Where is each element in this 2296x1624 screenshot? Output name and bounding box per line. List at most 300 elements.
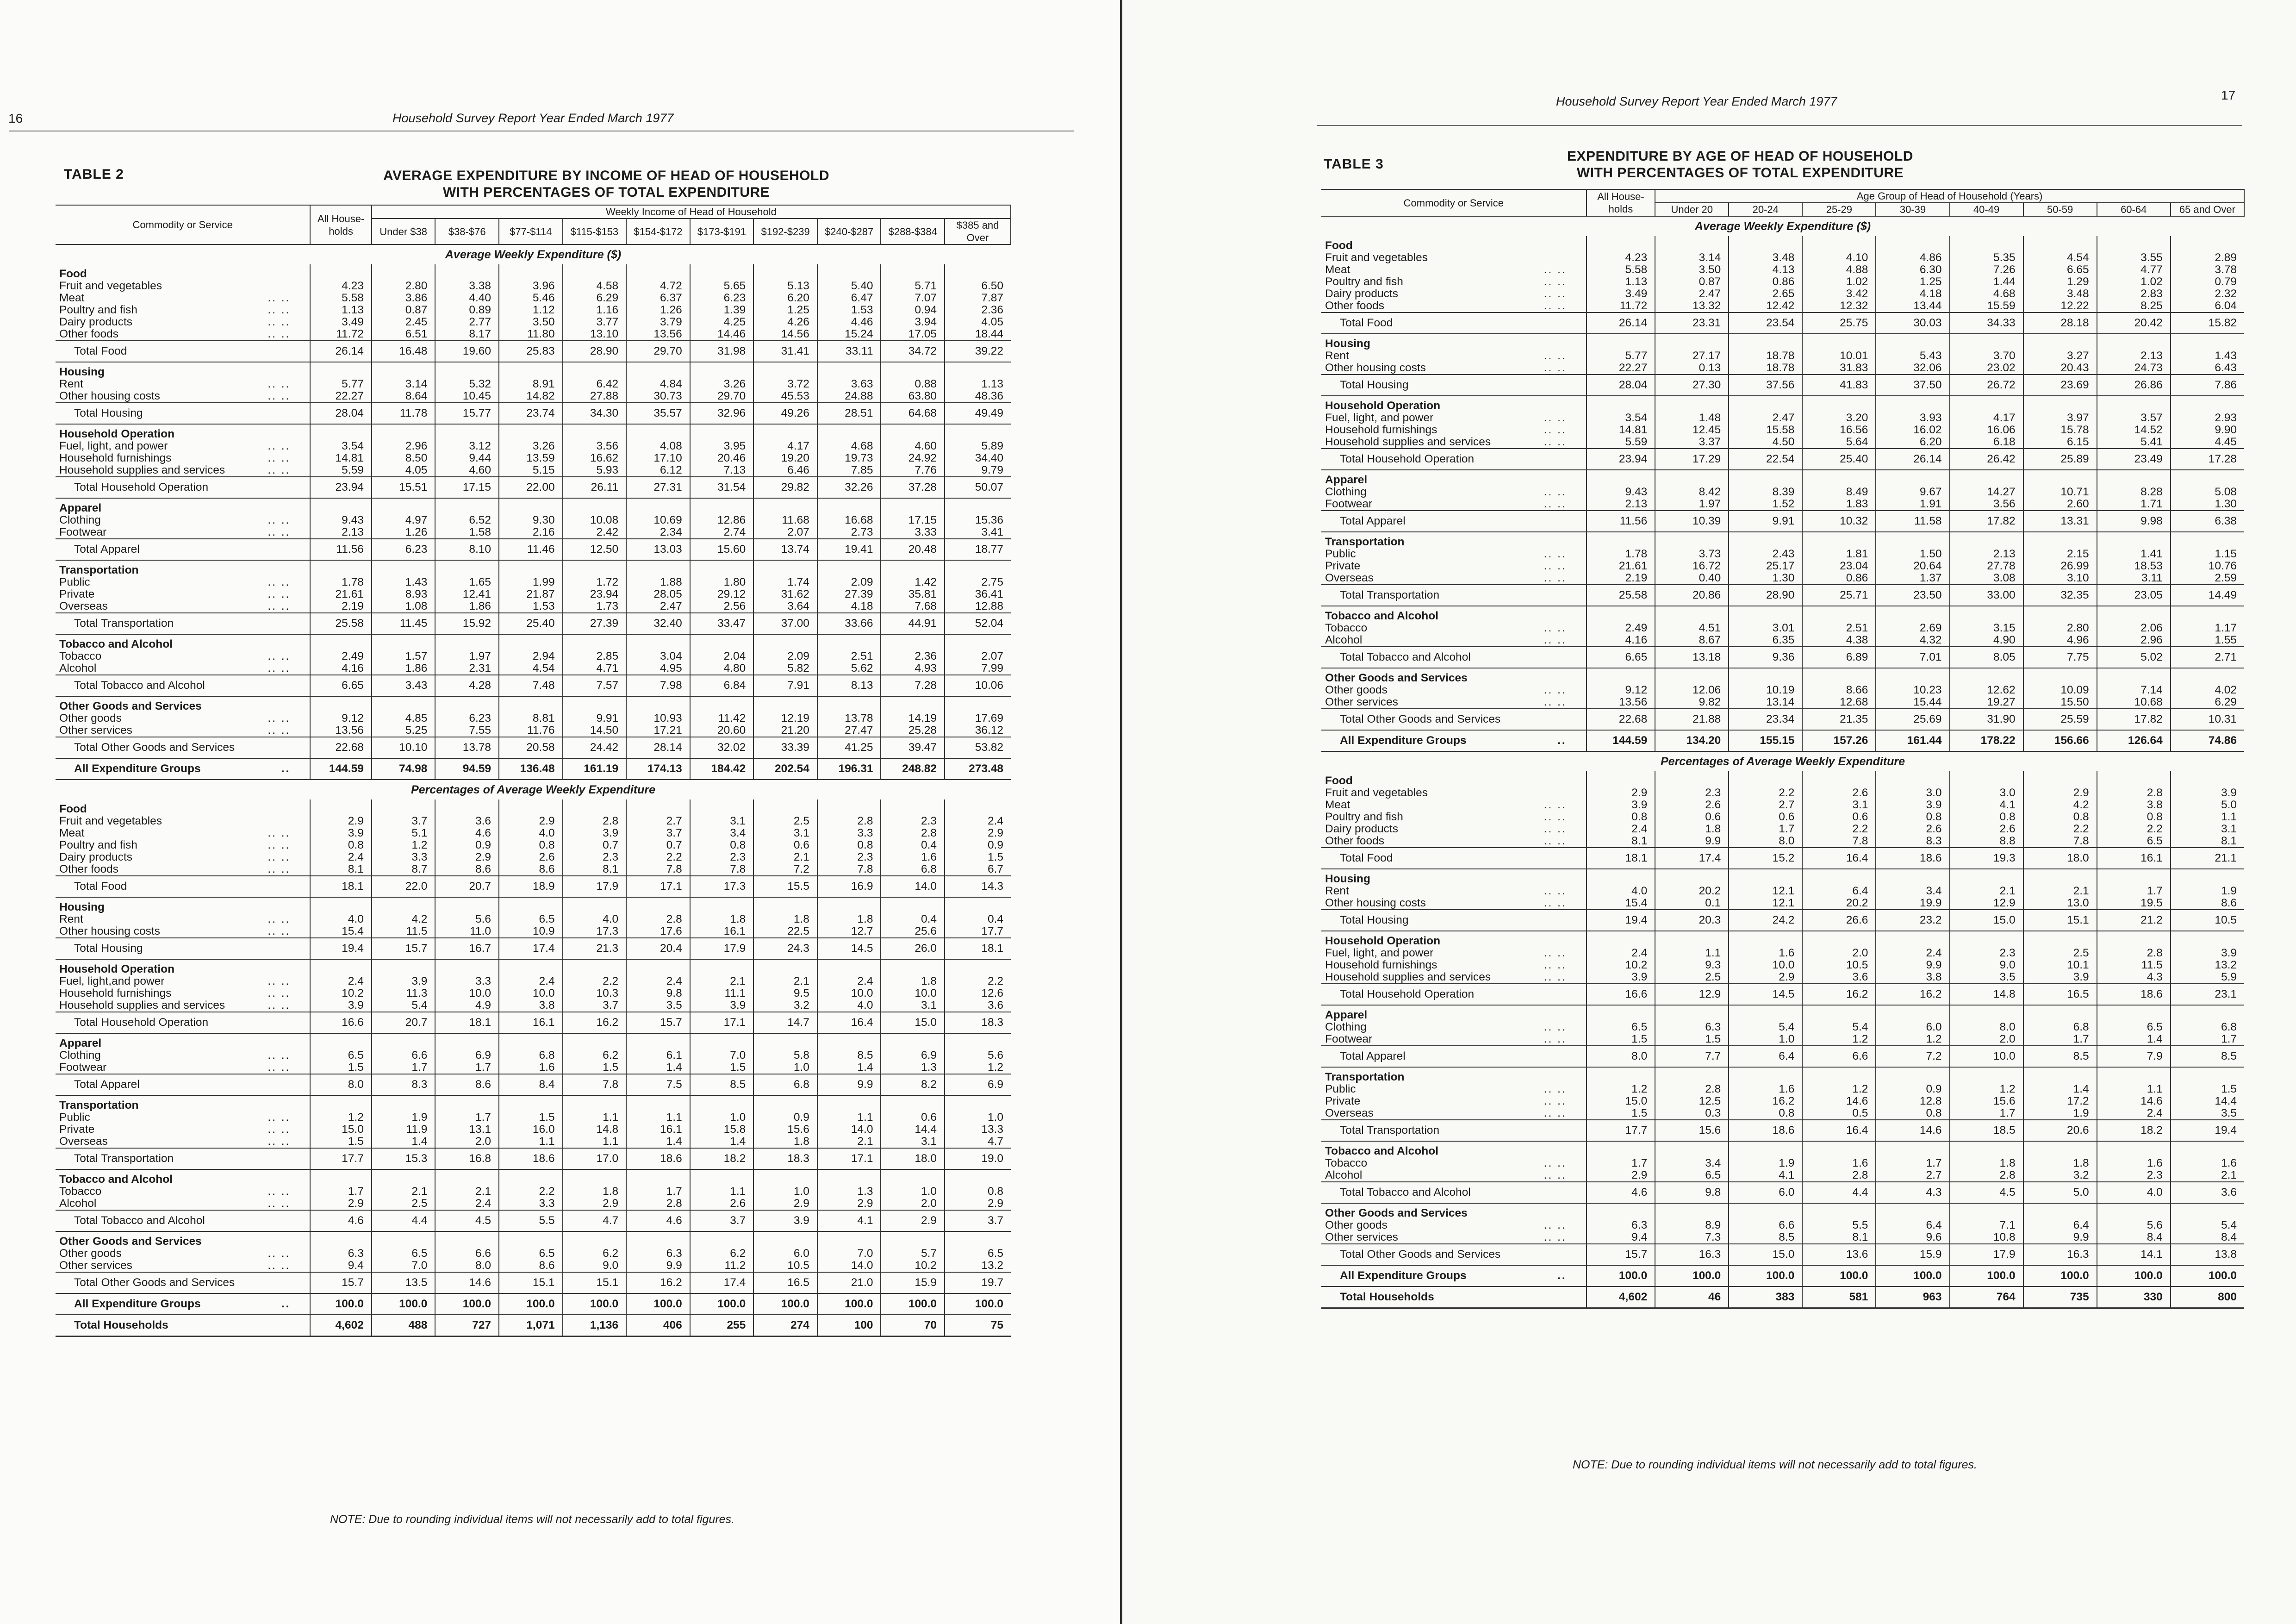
cell-value: 1.5 — [1655, 1033, 1729, 1046]
cell-value: 1.6 — [881, 851, 945, 863]
cell-value: 14.1 — [2097, 1244, 2171, 1265]
row-label: Tobacco — [1325, 622, 1368, 634]
cell-value: 15.7 — [372, 938, 436, 959]
cell-value: 10.69 — [626, 514, 690, 526]
cell-value: 727 — [435, 1315, 499, 1337]
cell-value: 0.3 — [1655, 1107, 1729, 1120]
cell-value: 19.3 — [1950, 848, 2023, 869]
cell-value: 3.56 — [1950, 498, 2023, 511]
cell-value: 2.94 — [499, 650, 563, 662]
cell-all-households: 6.5 — [310, 1049, 371, 1062]
cell-value: 17.9 — [563, 876, 627, 897]
table-title-line1: AVERAGE EXPENDITURE BY INCOME OF HEAD OF HOUSEHOLD — [383, 168, 829, 183]
cell-value: 2.85 — [563, 650, 627, 662]
cell-value: 14.49 — [2171, 585, 2244, 606]
row-label: Rent — [1325, 885, 1349, 897]
cell-value: 5.0 — [2171, 799, 2244, 811]
cell-all-households: 16.6 — [310, 1012, 371, 1033]
cell-value: 25.40 — [1802, 449, 1876, 470]
leader-dots: .. .. — [268, 999, 291, 1012]
cell-value: 27.88 — [563, 390, 627, 403]
cell-value: 6.43 — [2171, 362, 2244, 375]
cell-value: 3.08 — [1950, 572, 2023, 585]
cell-value: 2.96 — [372, 440, 436, 452]
total-households-row — [56, 1315, 1011, 1337]
cell-value: 2.1 — [817, 1136, 881, 1148]
row-label: Household furnishings — [59, 452, 172, 464]
cell-value: 48.36 — [945, 390, 1011, 403]
cell-value: 17.1 — [817, 1148, 881, 1169]
cell-value: 1.39 — [690, 304, 754, 316]
leader-dots: .. .. — [268, 464, 291, 476]
cell-value: 6.4 — [1729, 1046, 1802, 1067]
table-row — [1321, 424, 2244, 436]
cell-value: 4.02 — [2171, 684, 2244, 696]
cell-value: 19.41 — [817, 539, 881, 560]
leader-dots: .. .. — [1543, 835, 1567, 847]
category-heading-row — [56, 1033, 1011, 1049]
cell-value: 20.2 — [1655, 885, 1729, 897]
cell-value: 36.41 — [945, 588, 1011, 600]
cell-value: 1.74 — [753, 576, 817, 588]
cell-value: 6.2 — [563, 1248, 627, 1260]
cell-all-households: 5.77 — [310, 378, 371, 390]
cell-value: 100.0 — [817, 1293, 881, 1315]
table-row — [1321, 947, 2244, 959]
category-heading: Household Operation — [59, 428, 175, 440]
table-title-line2: WITH PERCENTAGES OF TOTAL EXPENDITURE — [442, 185, 770, 200]
cell-value: 1.6 — [2171, 1157, 2244, 1169]
cell-value: 1.81 — [1802, 548, 1876, 560]
leader-dots: .. .. — [1543, 959, 1567, 971]
cell-value: 4.2 — [2023, 799, 2097, 811]
cell-value: 7.8 — [563, 1074, 627, 1095]
cell-value: 35.57 — [626, 403, 690, 424]
cell-value: 12.1 — [1729, 885, 1802, 897]
cell-value: 15.0 — [881, 1012, 945, 1033]
table-row — [56, 839, 1011, 851]
cell-value: 0.6 — [1802, 811, 1876, 823]
cell-value: 18.6 — [626, 1148, 690, 1169]
cell-value: 1.7 — [2023, 1033, 2097, 1046]
cell-value: 3.6 — [945, 999, 1011, 1012]
cell-value: 14.5 — [817, 938, 881, 959]
table-row — [56, 588, 1011, 600]
cell-value: 1.72 — [563, 576, 627, 588]
cell-value: 49.26 — [753, 403, 817, 424]
cell-value: 4.05 — [372, 464, 436, 477]
cell-value: 1.0 — [690, 1112, 754, 1124]
total-row — [56, 613, 1011, 634]
cell-all-households: 8.1 — [310, 863, 371, 876]
cell-value: 13.78 — [817, 712, 881, 725]
cell-value: 45.53 — [753, 390, 817, 403]
cell-value: 1.8 — [753, 1136, 817, 1148]
cell-value: 6.9 — [881, 1049, 945, 1062]
cell-value: 17.2 — [2023, 1095, 2097, 1107]
cell-value: 5.35 — [1950, 252, 2023, 264]
cell-all-households: 0.8 — [310, 839, 371, 851]
leader-dots: .. .. — [1543, 1033, 1567, 1045]
leader-dots: .. .. — [268, 588, 291, 600]
cell-value: 2.77 — [435, 316, 499, 328]
cell-value: 3.12 — [435, 440, 499, 452]
cell-value: 4.93 — [881, 662, 945, 675]
cell-value: 100.0 — [690, 1293, 754, 1315]
cell-value: 11.42 — [690, 712, 754, 725]
cell-value: 1.25 — [753, 304, 817, 316]
cell-all-households: 1.5 — [1587, 1033, 1655, 1046]
cell-value: 9.79 — [945, 464, 1011, 477]
cell-value: 6.4 — [2023, 1219, 2097, 1231]
cell-value: 0.87 — [372, 304, 436, 316]
cell-value: 1.50 — [1876, 548, 1949, 560]
cell-value: 2.6 — [1950, 823, 2023, 835]
cell-value: 1,136 — [563, 1315, 627, 1337]
cell-value: 12.22 — [2023, 300, 2097, 312]
cell-value: 9.91 — [563, 712, 627, 725]
row-label: Overseas — [1325, 1107, 1374, 1119]
cell-value: 15.6 — [753, 1124, 817, 1136]
table-row — [1321, 959, 2244, 971]
cell-value: 4.0 — [2097, 1182, 2171, 1203]
cell-value: 100.0 — [1655, 1265, 1729, 1287]
cell-value: 2.65 — [1729, 288, 1802, 300]
cell-value: 49.49 — [945, 403, 1011, 424]
cell-value: 41.83 — [1802, 375, 1876, 396]
cell-value: 1.29 — [2023, 276, 2097, 288]
cell-value: 3.9 — [2023, 971, 2097, 984]
category-heading-row — [1321, 869, 2244, 885]
row-label: Total Transportation — [74, 1152, 174, 1165]
cell-value: 1.9 — [2023, 1107, 2097, 1120]
left-page — [0, 0, 1120, 1624]
cell-value: 23.1 — [2171, 984, 2244, 1005]
row-label: Poultry and fish — [59, 304, 137, 316]
table-row — [56, 975, 1011, 987]
category-heading-row — [1321, 771, 2244, 787]
cell-value: 4.54 — [499, 662, 563, 675]
cell-all-households: 2.9 — [310, 1198, 371, 1210]
cell-value: 2.32 — [2171, 288, 2244, 300]
cell-value: 4.68 — [817, 440, 881, 452]
cell-value: 10.10 — [372, 737, 436, 758]
cell-value: 3.9 — [753, 1210, 817, 1231]
cell-all-households: 19.4 — [1587, 910, 1655, 931]
cell-value: 10.3 — [563, 987, 627, 999]
cell-value: 9.98 — [2097, 511, 2171, 532]
cell-value: 1.43 — [2171, 350, 2244, 362]
cell-value: 3.43 — [372, 675, 436, 696]
cell-value: 12.45 — [1655, 424, 1729, 436]
cell-value: 1.7 — [2171, 1033, 2244, 1046]
row-label: Total Household Operation — [74, 1016, 209, 1029]
cell-value: 10.0 — [817, 987, 881, 999]
cell-value: 17.15 — [881, 514, 945, 526]
cell-value: 9.5 — [753, 987, 817, 999]
cell-value: 7.13 — [690, 464, 754, 477]
cell-value: 3.70 — [1950, 350, 2023, 362]
cell-value: 10.0 — [1950, 1046, 2023, 1067]
total-row — [1321, 848, 2244, 869]
cell-value: 4.0 — [817, 999, 881, 1012]
leader-dots: .. .. — [268, 1062, 291, 1074]
table-row — [1321, 548, 2244, 560]
cell-value: 7.8 — [2023, 835, 2097, 848]
cell-value: 8.1 — [563, 863, 627, 876]
cell-value: 1.02 — [2097, 276, 2171, 288]
cell-value: 5.6 — [945, 1049, 1011, 1062]
cell-value: 6.04 — [2171, 300, 2244, 312]
row-label: Household supplies and services — [1325, 971, 1491, 983]
leader-dots: .. .. — [1543, 424, 1567, 436]
cell-all-households: 1.2 — [310, 1112, 371, 1124]
cell-value: 100.0 — [499, 1293, 563, 1315]
total-households-row — [1321, 1287, 2244, 1308]
cell-value: 22.5 — [753, 925, 817, 938]
cell-value: 1.1 — [626, 1112, 690, 1124]
total-row — [56, 341, 1011, 362]
cell-value: 8.5 — [817, 1049, 881, 1062]
cell-value: 13.5 — [372, 1272, 436, 1293]
leader-dots: .. .. — [1543, 486, 1567, 498]
cell-value: 5.46 — [499, 292, 563, 304]
leader-dots: .. .. — [1543, 971, 1567, 983]
cell-value: 1.30 — [1729, 572, 1802, 585]
cell-value: 11.9 — [372, 1124, 436, 1136]
cell-value: 1.52 — [1729, 498, 1802, 511]
cell-value: 16.2 — [626, 1272, 690, 1293]
category-heading-row — [1321, 1067, 2244, 1083]
cell-value: 5.0 — [2023, 1182, 2097, 1203]
cell-value: 2.9 — [1729, 971, 1802, 984]
cell-value: 4.54 — [2023, 252, 2097, 264]
cell-value: 2.3 — [690, 851, 754, 863]
cell-value: 1.44 — [1950, 276, 2023, 288]
cell-value: 5.43 — [1876, 350, 1949, 362]
cell-value: 14.8 — [563, 1124, 627, 1136]
cell-value: 10.32 — [1802, 511, 1876, 532]
table-title — [259, 168, 953, 201]
cell-value: 8.91 — [499, 378, 563, 390]
cell-value: 37.56 — [1729, 375, 1802, 396]
cell-value: 12.62 — [1950, 684, 2023, 696]
column-header: 60-64 — [2097, 203, 2171, 216]
cell-value: 9.6 — [1876, 1231, 1949, 1244]
leader-dots: .. .. — [1543, 1083, 1567, 1095]
table-row — [1321, 486, 2244, 498]
cell-value: 14.27 — [1950, 486, 2023, 498]
row-label: Clothing — [59, 514, 101, 526]
grand-total-row — [1321, 730, 2244, 751]
cell-all-households: 2.13 — [310, 526, 371, 539]
cell-value: 13.2 — [945, 1260, 1011, 1272]
table-row — [56, 316, 1011, 328]
cell-value: 3.14 — [372, 378, 436, 390]
cell-value: 15.78 — [2023, 424, 2097, 436]
table-row — [56, 712, 1011, 725]
cell-value: 6.3 — [1655, 1021, 1729, 1033]
leader-dots: .. .. — [268, 526, 291, 538]
leader-dots: .. .. — [268, 440, 291, 452]
cell-value: 2.2 — [945, 975, 1011, 987]
cell-value: 26.6 — [1802, 910, 1876, 931]
cell-value: 11.76 — [499, 725, 563, 737]
cell-value: 5.4 — [2171, 1219, 2244, 1231]
leader-dots: .. .. — [268, 452, 291, 464]
cell-all-households: 1.7 — [1587, 1157, 1655, 1169]
cell-all-households: 2.9 — [1587, 1169, 1655, 1182]
cell-value: 8.5 — [690, 1074, 754, 1095]
cell-value: 2.93 — [2171, 412, 2244, 424]
cell-value: 7.75 — [2023, 647, 2097, 668]
cell-value: 156.66 — [2023, 730, 2097, 751]
cell-value: 19.73 — [817, 452, 881, 464]
cell-value: 4.4 — [372, 1210, 436, 1231]
column-header: $192-$239 — [753, 219, 817, 244]
cell-value: 15.7 — [626, 1012, 690, 1033]
cell-value: 8.6 — [2171, 897, 2244, 910]
cell-value: 14.46 — [690, 328, 754, 341]
leader-dots: .. .. — [1543, 1219, 1567, 1231]
category-heading: Food — [1325, 775, 1353, 787]
cell-all-households: 3.54 — [1587, 412, 1655, 424]
cell-all-households: 5.58 — [310, 292, 371, 304]
row-label: Total Household Operation — [74, 481, 209, 493]
table-row — [56, 725, 1011, 737]
category-heading-row — [1321, 236, 2244, 252]
cell-all-households: 6.65 — [310, 675, 371, 696]
cell-value: 3.1 — [881, 1136, 945, 1148]
cell-value: 1.15 — [2171, 548, 2244, 560]
cell-value: 4.3 — [1876, 1182, 1949, 1203]
cell-value: 1.88 — [626, 576, 690, 588]
cell-value: 248.82 — [881, 758, 945, 780]
total-row — [56, 403, 1011, 424]
row-label: Meat — [59, 292, 85, 304]
cell-all-households: 6.3 — [310, 1248, 371, 1260]
cell-value: 4.96 — [2023, 634, 2097, 647]
cell-value: 24.73 — [2097, 362, 2171, 375]
cell-value: 17.1 — [690, 1012, 754, 1033]
page-number: 17 — [2221, 88, 2236, 102]
cell-value: 15.1 — [563, 1272, 627, 1293]
cell-value: 3.3 — [499, 1198, 563, 1210]
cell-all-households: 9.4 — [1587, 1231, 1655, 1244]
table-row — [1321, 572, 2244, 585]
category-heading: Housing — [1325, 337, 1370, 350]
cell-value: 0.8 — [1950, 811, 2023, 823]
cell-value: 6.20 — [1876, 436, 1949, 449]
row-label: Rent — [1325, 350, 1349, 362]
cell-value: 4.68 — [1950, 288, 2023, 300]
cell-value: 29.82 — [753, 477, 817, 498]
category-heading-row — [56, 264, 1011, 280]
cell-value: 6.46 — [753, 464, 817, 477]
row-label: Alcohol — [1325, 1169, 1363, 1181]
cell-all-households: 15.7 — [310, 1272, 371, 1293]
cell-value: 16.0 — [499, 1124, 563, 1136]
cell-value: 5.6 — [2097, 1219, 2171, 1231]
cell-value: 2.36 — [881, 650, 945, 662]
cell-value: 17.4 — [690, 1272, 754, 1293]
cell-value: 8.5 — [2171, 1046, 2244, 1067]
cell-value: 3.14 — [1655, 252, 1729, 264]
row-label: Total Housing — [1340, 914, 1409, 926]
cell-value: 27.17 — [1655, 350, 1729, 362]
cell-value: 16.02 — [1876, 424, 1949, 436]
row-label: Total Other Goods and Services — [74, 741, 235, 754]
cell-value: 15.1 — [499, 1272, 563, 1293]
cell-value: 100.0 — [1729, 1265, 1802, 1287]
cell-value: 5.65 — [690, 280, 754, 292]
cell-value: 16.4 — [817, 1012, 881, 1033]
row-label: Overseas — [1325, 572, 1374, 584]
row-label: Other foods — [1325, 835, 1385, 847]
category-heading-row — [56, 1169, 1011, 1186]
cell-all-households: 4.16 — [310, 662, 371, 675]
leader-dots: .. .. — [268, 662, 291, 675]
cell-value: 17.3 — [690, 876, 754, 897]
cell-value: 8.0 — [435, 1260, 499, 1272]
cell-value: 5.41 — [2097, 436, 2171, 449]
cell-value: 2.09 — [753, 650, 817, 662]
cell-value: 8.1 — [2171, 835, 2244, 848]
cell-all-households: 16.6 — [1587, 984, 1655, 1005]
cell-value: 31.98 — [690, 341, 754, 362]
column-group-header: Age Group of Head of Household (Years) — [1655, 189, 2244, 203]
cell-value: 15.51 — [372, 477, 436, 498]
table-row — [1321, 1033, 2244, 1046]
cell-value: 6.8 — [881, 863, 945, 876]
cell-value: 16.2 — [1802, 984, 1876, 1005]
cell-value: 10.19 — [1729, 684, 1802, 696]
cell-all-households: 8.0 — [310, 1074, 371, 1095]
cell-value: 3.95 — [690, 440, 754, 452]
category-heading-row — [56, 498, 1011, 514]
cell-value: 14.4 — [881, 1124, 945, 1136]
cell-value: 28.18 — [2023, 312, 2097, 334]
cell-value: 1.1 — [563, 1136, 627, 1148]
cell-value: 8.10 — [435, 539, 499, 560]
leader-dots: .. .. — [1543, 560, 1567, 572]
cell-all-households: 18.1 — [1587, 848, 1655, 869]
cell-value: 8.25 — [2097, 300, 2171, 312]
cell-all-households: 11.72 — [310, 328, 371, 341]
cell-value: 23.49 — [2097, 449, 2171, 470]
category-heading-row — [1321, 668, 2244, 684]
cell-value: 157.26 — [1802, 730, 1876, 751]
cell-value: 1.8 — [753, 913, 817, 925]
row-label: Fruit and vegetables — [59, 280, 162, 292]
leader-dots: .. .. — [1543, 897, 1567, 909]
cell-all-households: 4.23 — [310, 280, 371, 292]
cell-value: 6.2 — [563, 1049, 627, 1062]
cell-value: 32.35 — [2023, 585, 2097, 606]
cell-value: 0.7 — [626, 839, 690, 851]
table-row — [1321, 811, 2244, 823]
cell-value: 100.0 — [2023, 1265, 2097, 1287]
leader-dots: .. .. — [1543, 300, 1567, 312]
cell-value: 14.8 — [1950, 984, 2023, 1005]
table-note: NOTE: Due to rounding individual items will not necessarily add to total figures. — [1572, 1458, 1978, 1471]
cell-value: 3.50 — [499, 316, 563, 328]
cell-value: 28.51 — [817, 403, 881, 424]
cell-value: 3.77 — [563, 316, 627, 328]
cell-value: 21.20 — [753, 725, 817, 737]
leader-dots: .. .. — [268, 600, 291, 612]
cell-value: 31.83 — [1802, 362, 1876, 375]
